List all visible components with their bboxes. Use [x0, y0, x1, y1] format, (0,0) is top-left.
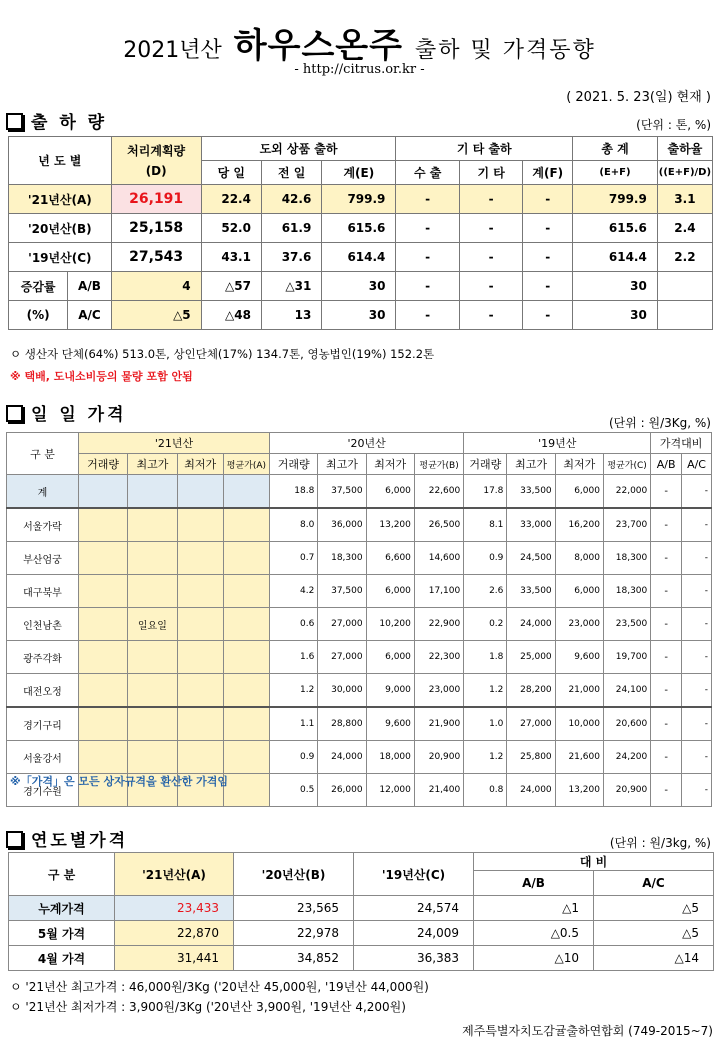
- y19-cell: 21,000: [555, 674, 603, 708]
- y19-cell: 24,100: [603, 674, 650, 708]
- table-row: [9, 243, 713, 272]
- table-cell: △5: [594, 921, 714, 946]
- y21-cell: [128, 641, 177, 674]
- table-cell: -: [523, 301, 573, 330]
- hdr-plan: 처리계획량 (D): [111, 137, 201, 185]
- yearly-price-table: [8, 852, 714, 971]
- y19-cell: 25,000: [507, 641, 555, 674]
- max-price-note: ㅇ '21년산 최고가격 : 46,000원/3Kg ('20년산 45,000원, '19년산 44,000원): [10, 980, 429, 994]
- table-cell: '21년산(A): [9, 185, 112, 214]
- hdr-domestic: 도외 상품 출하: [201, 137, 396, 161]
- price-note: ※「가격」은 모든 상자규격을 환산한 가격임: [10, 775, 229, 788]
- table-row: [9, 185, 713, 214]
- ac-cell: -: [682, 608, 712, 641]
- y20-cell: 18.8: [270, 475, 318, 509]
- table-cell: 43.1: [201, 243, 261, 272]
- y21-cell: [128, 475, 177, 509]
- ac-cell: -: [682, 674, 712, 708]
- y19-cell: 24,000: [507, 608, 555, 641]
- table-cell: △57: [201, 272, 261, 301]
- y19-cell: 22,000: [603, 475, 650, 509]
- title-brand: 하우스온주: [233, 26, 403, 66]
- table-cell: 2.4: [657, 214, 712, 243]
- y20-cell: 20,900: [414, 741, 463, 774]
- y21-cell: [223, 774, 269, 807]
- y20-cell: 30,000: [318, 674, 366, 708]
- y19-cell: 6,000: [555, 575, 603, 608]
- y20-cell: 22,600: [414, 475, 463, 509]
- hdr-c: '19년산(C): [354, 853, 474, 896]
- y20-cell: 23,000: [414, 674, 463, 708]
- hdr-max: 최고가: [507, 454, 555, 475]
- table-cell: 614.4: [573, 243, 658, 272]
- y19-cell: 1.8: [464, 641, 507, 674]
- y21-cell: [78, 508, 127, 542]
- hdr-avgA: 평균가(A): [223, 454, 269, 475]
- ac-cell: -: [682, 641, 712, 674]
- table-row: [7, 707, 712, 741]
- table-row: [7, 741, 712, 774]
- table-cell: 22,870: [115, 921, 234, 946]
- ab-cell: -: [651, 542, 682, 575]
- y20-cell: 27,000: [318, 608, 366, 641]
- y21-cell: [78, 542, 127, 575]
- y20-cell: 21,900: [414, 707, 463, 741]
- y21-cell: [78, 475, 127, 509]
- ab-cell: -: [651, 707, 682, 741]
- y20-cell: 4.2: [270, 575, 318, 608]
- y20-cell: 6,600: [366, 542, 414, 575]
- hdr-gubun: 구 분: [7, 433, 79, 475]
- hdr-vol: 거래량: [270, 454, 318, 475]
- checkbox-icon: [6, 831, 23, 848]
- table-cell: A/B: [68, 272, 111, 301]
- y19-cell: 10,000: [555, 707, 603, 741]
- hdr-min: 최저가: [555, 454, 603, 475]
- y21-cell: [177, 608, 223, 641]
- table-cell: -: [523, 243, 573, 272]
- y20-cell: 8.0: [270, 508, 318, 542]
- table-cell: 42.6: [261, 185, 321, 214]
- table-row: [9, 946, 714, 971]
- y20-cell: 0.9: [270, 741, 318, 774]
- y19-cell: 8,000: [555, 542, 603, 575]
- title-year: 2021년산: [123, 38, 222, 63]
- y21-cell: [177, 575, 223, 608]
- site-url: - http://citrus.or.kr -: [294, 62, 425, 77]
- hdr-vol: 거래량: [78, 454, 127, 475]
- table-cell: △31: [261, 272, 321, 301]
- hdr-b: '20년산(B): [234, 853, 354, 896]
- table-cell: 31,441: [115, 946, 234, 971]
- ab-cell: -: [651, 608, 682, 641]
- ab-cell: -: [651, 575, 682, 608]
- y19-cell: 20,900: [603, 774, 650, 807]
- hdr-year: 년 도 별: [9, 137, 112, 185]
- y20-cell: 22,300: [414, 641, 463, 674]
- hdr-ef: (E+F): [573, 161, 658, 185]
- table-cell: △5: [111, 301, 201, 330]
- market-name: 광주각화: [7, 641, 79, 674]
- y21-cell: [128, 508, 177, 542]
- y19-cell: 0.9: [464, 542, 507, 575]
- table-cell: 614.4: [322, 243, 396, 272]
- y21-cell: [78, 741, 127, 774]
- market-name: 경기수원: [7, 774, 79, 807]
- y21-cell: [177, 707, 223, 741]
- table-cell: -: [523, 272, 573, 301]
- table-cell: [657, 301, 712, 330]
- table-cell: △14: [594, 946, 714, 971]
- y20-cell: 17,100: [414, 575, 463, 608]
- ab-cell: -: [651, 774, 682, 807]
- table-cell: (%): [9, 301, 68, 330]
- table-cell: 52.0: [201, 214, 261, 243]
- y20-cell: 1.6: [270, 641, 318, 674]
- y21-cell: [177, 542, 223, 575]
- y19-cell: 23,700: [603, 508, 650, 542]
- market-name: 대구북부: [7, 575, 79, 608]
- table-cell: 24,009: [354, 921, 474, 946]
- ac-cell: -: [682, 542, 712, 575]
- hdr-gubun: 구 분: [9, 853, 115, 896]
- table-cell: 23,433: [115, 896, 234, 921]
- table-cell: 22.4: [201, 185, 261, 214]
- market-name: 경기구리: [7, 707, 79, 741]
- y21-cell: [223, 641, 269, 674]
- y20-cell: 6,000: [366, 475, 414, 509]
- table-row: [7, 508, 712, 542]
- hdr-max: 최고가: [128, 454, 177, 475]
- hdr-ac: A/C: [682, 454, 712, 475]
- y21-cell: [223, 674, 269, 708]
- y20-cell: 6,000: [366, 641, 414, 674]
- y20-cell: 0.7: [270, 542, 318, 575]
- exclusion-note: ※ 택배, 도내소비등의 물량 포함 안됨: [10, 370, 193, 383]
- market-name: 부산엄궁: [7, 542, 79, 575]
- table-cell: 37.6: [261, 243, 321, 272]
- y19-cell: 18,300: [603, 575, 650, 608]
- hdr-compare: 대 비: [474, 853, 714, 871]
- y21-cell: [128, 741, 177, 774]
- table-cell: 5월 가격: [9, 921, 115, 946]
- y21-cell: [78, 707, 127, 741]
- y20-cell: 10,200: [366, 608, 414, 641]
- y21-cell: [128, 542, 177, 575]
- hdr-y21: '21년산: [78, 433, 269, 454]
- hdr-ab: A/B: [651, 454, 682, 475]
- table-cell: -: [459, 185, 523, 214]
- table-cell: -: [396, 301, 460, 330]
- table-cell: [657, 272, 712, 301]
- y19-cell: 24,500: [507, 542, 555, 575]
- y21-cell: [177, 741, 223, 774]
- y20-cell: 28,800: [318, 707, 366, 741]
- table-cell: -: [396, 243, 460, 272]
- y20-cell: 14,600: [414, 542, 463, 575]
- table-cell: 4: [111, 272, 201, 301]
- table-cell: △10: [474, 946, 594, 971]
- y20-cell: 22,900: [414, 608, 463, 641]
- section-daily-unit: (단위 : 원/3Kg, %): [608, 416, 711, 430]
- y20-cell: 36,000: [318, 508, 366, 542]
- daily-price-table: [6, 432, 712, 807]
- y19-cell: 1.2: [464, 741, 507, 774]
- table-cell: 22,978: [234, 921, 354, 946]
- y21-cell: [78, 608, 127, 641]
- y21-cell: [223, 575, 269, 608]
- y19-cell: 9,600: [555, 641, 603, 674]
- hdr-other: 기 타 출하: [396, 137, 573, 161]
- y20-cell: 26,500: [414, 508, 463, 542]
- table-cell: 36,383: [354, 946, 474, 971]
- section-shipment-unit: (단위 : 톤, %): [636, 118, 711, 132]
- y21-cell: [177, 674, 223, 708]
- shipment-table: [8, 136, 713, 330]
- y21-cell: [128, 674, 177, 708]
- market-name: 계: [7, 475, 79, 509]
- table-cell: 34,852: [234, 946, 354, 971]
- y19-cell: 18,300: [603, 542, 650, 575]
- hdr-prev: 전 일: [261, 161, 321, 185]
- table-cell: 2.2: [657, 243, 712, 272]
- y20-cell: 0.5: [270, 774, 318, 807]
- y21-cell: [177, 641, 223, 674]
- y19-cell: 1.2: [464, 674, 507, 708]
- table-cell: 26,191: [111, 185, 201, 214]
- y20-cell: 24,000: [318, 741, 366, 774]
- hdr-ab: A/B: [474, 871, 594, 896]
- table-cell: △48: [201, 301, 261, 330]
- table-row: [9, 214, 713, 243]
- y21-cell: [223, 475, 269, 509]
- hdr-rate-formula: ((E+F)/D): [657, 161, 712, 185]
- hdr-ac: A/C: [594, 871, 714, 896]
- ac-cell: -: [682, 707, 712, 741]
- table-row: [9, 301, 713, 330]
- table-cell: -: [396, 185, 460, 214]
- y19-cell: 23,000: [555, 608, 603, 641]
- table-cell: 30: [573, 301, 658, 330]
- y20-cell: 27,000: [318, 641, 366, 674]
- table-row: [9, 272, 713, 301]
- y21-cell: [223, 542, 269, 575]
- table-cell: 4월 가격: [9, 946, 115, 971]
- y19-cell: 33,500: [507, 475, 555, 509]
- hdr-vol: 거래량: [464, 454, 507, 475]
- table-row: [9, 921, 714, 946]
- table-cell: 61.9: [261, 214, 321, 243]
- hdr-a: '21년산(A): [115, 853, 234, 896]
- y21-cell: [223, 608, 269, 641]
- market-name: 대전오정: [7, 674, 79, 708]
- table-cell: 615.6: [322, 214, 396, 243]
- y21-cell: [177, 508, 223, 542]
- y20-cell: 13,200: [366, 508, 414, 542]
- footer-org: 제주특별자치도감귤출하연합회 (749-2015~7): [462, 1024, 713, 1038]
- y20-cell: 12,000: [366, 774, 414, 807]
- y21-cell: [223, 508, 269, 542]
- ab-cell: -: [651, 674, 682, 708]
- checkbox-icon: [6, 113, 23, 130]
- y20-cell: 9,000: [366, 674, 414, 708]
- table-row: [9, 896, 714, 921]
- hdr-sum-f: 계(F): [523, 161, 573, 185]
- table-cell: △0.5: [474, 921, 594, 946]
- min-price-note: ㅇ '21년산 최저가격 : 3,900원/3Kg ('20년산 3,900원, '19년산 4,200원): [10, 1000, 406, 1014]
- table-cell: 3.1: [657, 185, 712, 214]
- y19-cell: 13,200: [555, 774, 603, 807]
- y21-cell: [223, 707, 269, 741]
- y19-cell: 24,200: [603, 741, 650, 774]
- table-cell: A/C: [68, 301, 111, 330]
- table-cell: '19년산(C): [9, 243, 112, 272]
- page-title: [0, 18, 719, 67]
- market-name: 인천남촌: [7, 608, 79, 641]
- market-name: 서울강서: [7, 741, 79, 774]
- checkbox-icon: [6, 405, 23, 422]
- y19-cell: 0.2: [464, 608, 507, 641]
- y19-cell: 19,700: [603, 641, 650, 674]
- y21-cell: [128, 707, 177, 741]
- hdr-today: 당 일: [201, 161, 261, 185]
- hdr-sum-e: 계(E): [322, 161, 396, 185]
- hdr-compare: 가격대비: [651, 433, 712, 454]
- hdr-min: 최저가: [366, 454, 414, 475]
- table-cell: 증감률: [9, 272, 68, 301]
- table-cell: -: [396, 272, 460, 301]
- table-cell: △5: [594, 896, 714, 921]
- y20-cell: 37,500: [318, 575, 366, 608]
- y21-cell: 일요일: [128, 608, 177, 641]
- hdr-total: 총 계: [573, 137, 658, 161]
- hdr-rate: 출하율: [657, 137, 712, 161]
- table-row: [7, 575, 712, 608]
- y19-cell: 25,800: [507, 741, 555, 774]
- table-cell: 615.6: [573, 214, 658, 243]
- y20-cell: 9,600: [366, 707, 414, 741]
- ac-cell: -: [682, 774, 712, 807]
- hdr-export: 수 출: [396, 161, 460, 185]
- y20-cell: 0.6: [270, 608, 318, 641]
- title-rest: 출하 및 가격동향: [414, 38, 596, 63]
- y19-cell: 6,000: [555, 475, 603, 509]
- y19-cell: 33,500: [507, 575, 555, 608]
- table-cell: 24,574: [354, 896, 474, 921]
- y21-cell: [223, 741, 269, 774]
- table-cell: 25,158: [111, 214, 201, 243]
- y21-cell: [78, 674, 127, 708]
- y19-cell: 21,600: [555, 741, 603, 774]
- table-cell: 누계가격: [9, 896, 115, 921]
- y19-cell: 33,000: [507, 508, 555, 542]
- ac-cell: -: [682, 575, 712, 608]
- ac-cell: -: [682, 475, 712, 509]
- table-cell: 30: [573, 272, 658, 301]
- y20-cell: 18,300: [318, 542, 366, 575]
- y20-cell: 1.2: [270, 674, 318, 708]
- y20-cell: 26,000: [318, 774, 366, 807]
- y19-cell: 24,000: [507, 774, 555, 807]
- table-cell: -: [459, 214, 523, 243]
- y19-cell: 1.0: [464, 707, 507, 741]
- table-row: [7, 641, 712, 674]
- table-cell: 27,543: [111, 243, 201, 272]
- section-yearly-unit: (단위 : 원/3kg, %): [609, 836, 711, 850]
- ab-cell: -: [651, 508, 682, 542]
- table-cell: 30: [322, 272, 396, 301]
- y20-cell: 37,500: [318, 475, 366, 509]
- table-cell: '20년산(B): [9, 214, 112, 243]
- y20-cell: 6,000: [366, 575, 414, 608]
- y20-cell: 18,000: [366, 741, 414, 774]
- table-cell: 13: [261, 301, 321, 330]
- hdr-min: 최저가: [177, 454, 223, 475]
- section-shipment-title: 출 하 량: [6, 108, 107, 133]
- hdr-y20: '20년산: [270, 433, 464, 454]
- y21-cell: [177, 475, 223, 509]
- y19-cell: 2.6: [464, 575, 507, 608]
- ac-cell: -: [682, 508, 712, 542]
- producer-note: ㅇ 생산자 단체(64%) 513.0톤, 상인단체(17%) 134.7톤, 영농법인(19%) 152.2톤: [10, 347, 435, 361]
- y20-cell: 1.1: [270, 707, 318, 741]
- table-cell: 30: [322, 301, 396, 330]
- table-cell: △1: [474, 896, 594, 921]
- y19-cell: 20,600: [603, 707, 650, 741]
- y19-cell: 8.1: [464, 508, 507, 542]
- table-cell: -: [523, 214, 573, 243]
- section-yearly-title: 연도별가격: [6, 826, 128, 851]
- table-cell: 799.9: [573, 185, 658, 214]
- y21-cell: [78, 575, 127, 608]
- table-row: [7, 674, 712, 708]
- y19-cell: 23,500: [603, 608, 650, 641]
- table-cell: -: [459, 272, 523, 301]
- y20-cell: 21,400: [414, 774, 463, 807]
- y19-cell: 28,200: [507, 674, 555, 708]
- table-cell: -: [459, 301, 523, 330]
- table-row: [7, 542, 712, 575]
- y19-cell: 16,200: [555, 508, 603, 542]
- market-name: 서울가락: [7, 508, 79, 542]
- y19-cell: 0.8: [464, 774, 507, 807]
- section-daily-title: 일 일 가격: [6, 400, 127, 425]
- report-date: ( 2021. 5. 23(일) 현재 ): [566, 90, 711, 105]
- table-cell: -: [396, 214, 460, 243]
- table-cell: -: [459, 243, 523, 272]
- table-cell: 799.9: [322, 185, 396, 214]
- ac-cell: -: [682, 741, 712, 774]
- table-row: [7, 608, 712, 641]
- hdr-max: 최고가: [318, 454, 366, 475]
- ab-cell: -: [651, 741, 682, 774]
- table-cell: 23,565: [234, 896, 354, 921]
- table-row: [7, 475, 712, 509]
- y19-cell: 27,000: [507, 707, 555, 741]
- y21-cell: [128, 575, 177, 608]
- ab-cell: -: [651, 641, 682, 674]
- ab-cell: -: [651, 475, 682, 509]
- y19-cell: 17.8: [464, 475, 507, 509]
- hdr-avgB: 평균가(B): [414, 454, 463, 475]
- table-cell: -: [523, 185, 573, 214]
- hdr-etc: 기 타: [459, 161, 523, 185]
- hdr-avgC: 평균가(C): [603, 454, 650, 475]
- y21-cell: [78, 641, 127, 674]
- hdr-y19: '19년산: [464, 433, 651, 454]
